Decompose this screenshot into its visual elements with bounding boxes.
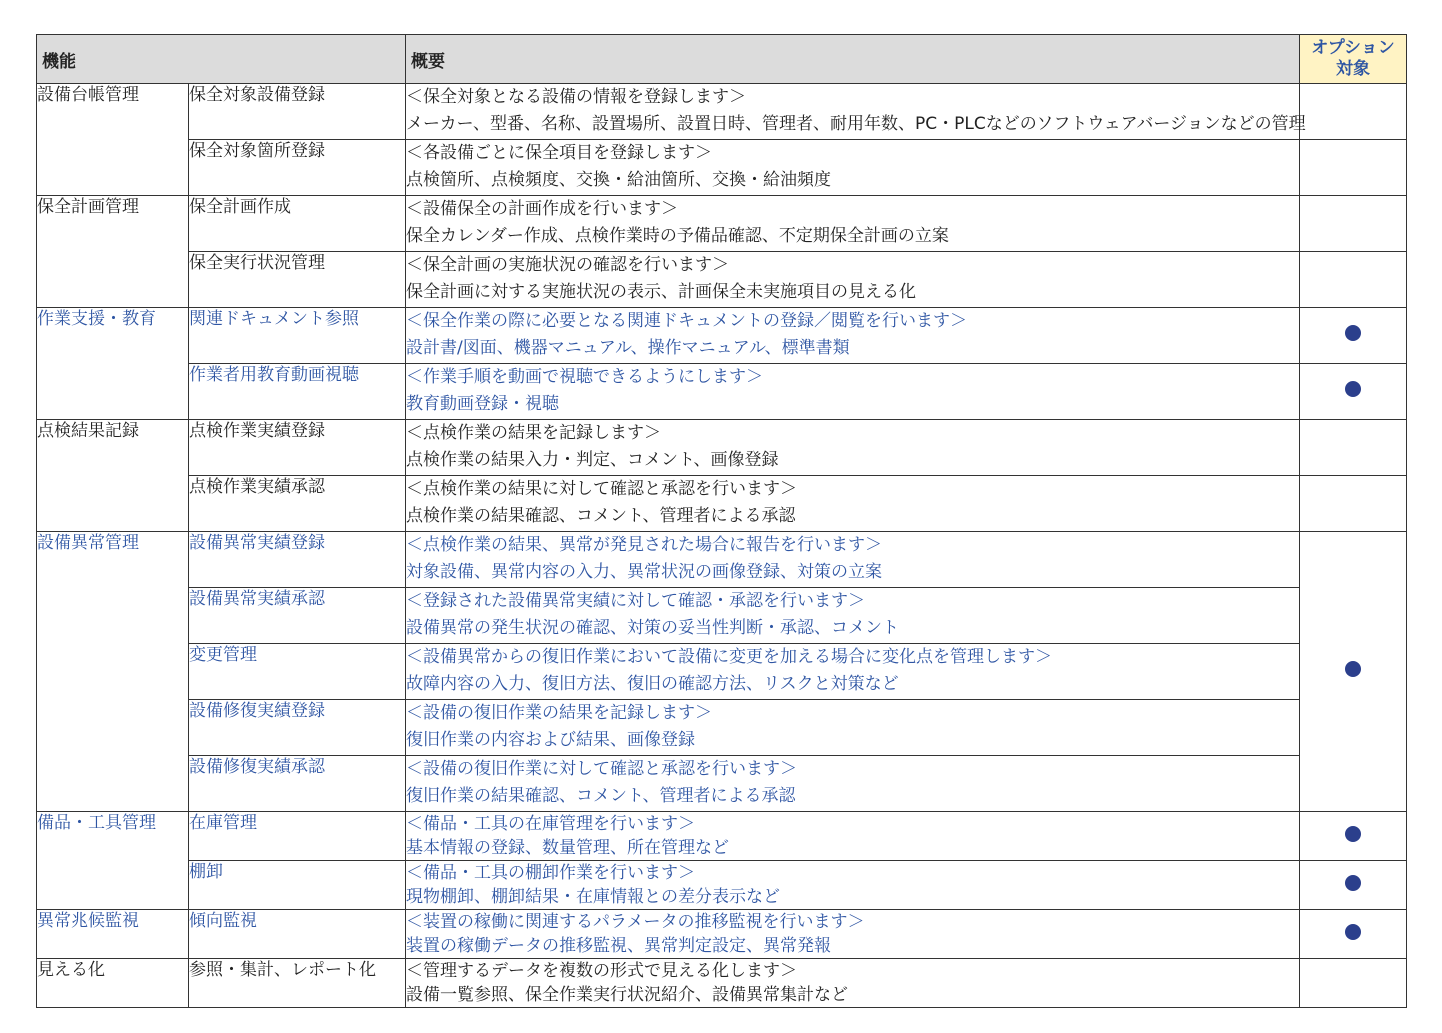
description-title: ＜設備の復旧作業に対して確認と承認を行います＞ — [406, 759, 797, 779]
option-cell — [1300, 861, 1407, 910]
description-cell — [406, 308, 1300, 364]
description-title: ＜設備の復旧作業の結果を記録します＞ — [406, 703, 712, 723]
subfunction-cell: 変更管理 — [189, 644, 406, 700]
option-dot-icon — [1345, 661, 1361, 677]
table-row — [37, 910, 1407, 959]
subfunction-cell: 設備異常実績登録 — [189, 532, 406, 588]
description-title: ＜保全作業の際に必要となる関連ドキュメントの登録／閲覧を行います＞ — [406, 311, 967, 331]
option-dot-icon — [1345, 924, 1361, 940]
table-row — [37, 476, 1407, 532]
description-detail: 保全計画に対する実施状況の表示、計画保全未実施項目の見える化 — [406, 282, 916, 302]
description-cell — [406, 700, 1300, 756]
description-title: ＜点検作業の結果を記録します＞ — [406, 423, 661, 443]
table-row — [37, 532, 1407, 588]
category-cell: 見える化 — [37, 959, 189, 1008]
option-cell — [1300, 196, 1407, 252]
description-cell — [406, 588, 1300, 644]
table-row — [37, 959, 1407, 1008]
description-detail: 基本情報の登録、数量管理、所在管理など — [406, 838, 729, 858]
description-title: ＜備品・工具の在庫管理を行います＞ — [406, 814, 695, 834]
table-row — [37, 756, 1407, 812]
subfunction-cell: 点検作業実績登録 — [189, 420, 406, 476]
function-table — [36, 34, 1407, 1008]
description-detail: 故障内容の入力、復旧方法、復旧の確認方法、リスクと対策など — [406, 674, 899, 694]
option-cell — [1300, 140, 1407, 196]
subfunction-cell: 関連ドキュメント参照 — [189, 308, 406, 364]
description-title: ＜登録された設備異常実績に対して確認・承認を行います＞ — [406, 591, 865, 611]
option-cell — [1300, 252, 1407, 308]
header-function: 機能 — [37, 35, 406, 84]
category-cell: 異常兆候監視 — [37, 910, 189, 959]
description-cell — [406, 812, 1300, 861]
subfunction-cell: 保全計画作成 — [189, 196, 406, 252]
description-title: ＜装置の稼働に関連するパラメータの推移監視を行います＞ — [406, 912, 865, 932]
subfunction-cell: 棚卸 — [189, 861, 406, 910]
description-cell — [406, 532, 1300, 588]
option-cell — [1300, 308, 1407, 364]
description-cell — [406, 476, 1300, 532]
table-row — [37, 84, 1407, 140]
description-cell — [406, 196, 1300, 252]
header-option-line1: オプション — [1311, 38, 1395, 58]
table-row — [37, 644, 1407, 700]
table-row — [37, 140, 1407, 196]
option-cell — [1300, 959, 1407, 1008]
description-cell — [406, 861, 1300, 910]
subfunction-cell: 保全対象設備登録 — [189, 84, 406, 140]
option-dot-icon — [1345, 826, 1361, 842]
category-cell: 設備異常管理 — [37, 532, 189, 812]
description-title: ＜備品・工具の棚卸作業を行います＞ — [406, 863, 695, 883]
description-title: ＜各設備ごとに保全項目を登録します＞ — [406, 143, 712, 163]
subfunction-cell: 設備修復実績登録 — [189, 700, 406, 756]
description-title: ＜設備異常からの復旧作業において設備に変更を加える場合に変化点を管理します＞ — [406, 647, 1052, 667]
description-cell — [406, 252, 1300, 308]
description-cell — [406, 959, 1300, 1008]
description-cell — [406, 910, 1300, 959]
description-title: ＜点検作業の結果、異常が発見された場合に報告を行います＞ — [406, 535, 882, 555]
table-row — [37, 196, 1407, 252]
option-cell — [1300, 84, 1407, 140]
subfunction-cell: 在庫管理 — [189, 812, 406, 861]
description-detail: 装置の稼働データの推移監視、異常判定設定、異常発報 — [406, 936, 831, 956]
subfunction-cell: 保全実行状況管理 — [189, 252, 406, 308]
description-title: ＜点検作業の結果に対して確認と承認を行います＞ — [406, 479, 797, 499]
option-dot-icon — [1345, 325, 1361, 341]
description-detail: 点検箇所、点検頻度、交換・給油箇所、交換・給油頻度 — [406, 170, 831, 190]
description-detail: 対象設備、異常内容の入力、異常状況の画像登録、対策の立案 — [406, 562, 882, 582]
category-cell: 設備台帳管理 — [37, 84, 189, 196]
header-row — [37, 35, 1407, 84]
table-row — [37, 861, 1407, 910]
option-cell — [1300, 910, 1407, 959]
subfunction-cell: 傾向監視 — [189, 910, 406, 959]
subfunction-cell: 設備異常実績承認 — [189, 588, 406, 644]
category-cell: 点検結果記録 — [37, 420, 189, 532]
description-detail: 設備異常の発生状況の確認、対策の妥当性判断・承認、コメント — [406, 618, 899, 638]
option-cell — [1300, 476, 1407, 532]
description-detail: 点検作業の結果確認、コメント、管理者による承認 — [406, 506, 796, 526]
header-summary: 概要 — [406, 35, 1300, 84]
table-row — [37, 420, 1407, 476]
option-cell — [1300, 364, 1407, 420]
category-cell: 備品・工具管理 — [37, 812, 189, 910]
description-title: ＜作業手順を動画で視聴できるようにします＞ — [406, 367, 763, 387]
option-cell — [1300, 420, 1407, 476]
table-row — [37, 252, 1407, 308]
description-title: ＜設備保全の計画作成を行います＞ — [406, 199, 678, 219]
description-detail: 復旧作業の内容および結果、画像登録 — [406, 730, 695, 750]
option-cell — [1300, 812, 1407, 861]
description-detail: 設備一覧参照、保全作業実行状況紹介、設備異常集計など — [406, 985, 848, 1005]
subfunction-cell: 設備修復実績承認 — [189, 756, 406, 812]
table-row — [37, 308, 1407, 364]
subfunction-cell: 参照・集計、レポート化 — [189, 959, 406, 1008]
description-detail: 点検作業の結果入力・判定、コメント、画像登録 — [406, 450, 779, 470]
header-option — [1300, 35, 1407, 84]
table-row — [37, 700, 1407, 756]
description-cell — [406, 140, 1300, 196]
description-title: ＜保全対象となる設備の情報を登録します＞ — [406, 87, 746, 107]
option-dot-icon — [1345, 875, 1361, 891]
description-title: ＜保全計画の実施状況の確認を行います＞ — [406, 255, 729, 275]
subfunction-cell: 保全対象箇所登録 — [189, 140, 406, 196]
description-title: ＜管理するデータを複数の形式で見える化します＞ — [406, 961, 797, 981]
description-detail: 保全カレンダー作成、点検作業時の予備品確認、不定期保全計画の立案 — [406, 226, 949, 246]
category-cell: 保全計画管理 — [37, 196, 189, 308]
subfunction-cell: 点検作業実績承認 — [189, 476, 406, 532]
description-detail: メーカー、型番、名称、設置場所、設置日時、管理者、耐用年数、PC・PLCなどのソフトウェアバージョンなどの管理 — [406, 114, 1306, 134]
subfunction-cell: 作業者用教育動画視聴 — [189, 364, 406, 420]
option-dot-icon — [1345, 381, 1361, 397]
description-cell — [406, 364, 1300, 420]
table-row — [37, 364, 1407, 420]
table-row — [37, 588, 1407, 644]
description-detail: 現物棚卸、棚卸結果・在庫情報との差分表示など — [406, 887, 780, 907]
description-detail: 復旧作業の結果確認、コメント、管理者による承認 — [406, 786, 796, 806]
description-cell — [406, 644, 1300, 700]
description-detail: 教育動画登録・視聴 — [406, 394, 559, 414]
description-cell — [406, 420, 1300, 476]
description-cell — [406, 756, 1300, 812]
table-row — [37, 812, 1407, 861]
description-detail: 設計書/図面、機器マニュアル、操作マニュアル、標準書類 — [406, 338, 850, 358]
header-option-line2: 対象 — [1336, 59, 1370, 79]
description-cell — [406, 84, 1306, 140]
category-cell: 作業支援・教育 — [37, 308, 189, 420]
option-cell — [1300, 532, 1407, 812]
